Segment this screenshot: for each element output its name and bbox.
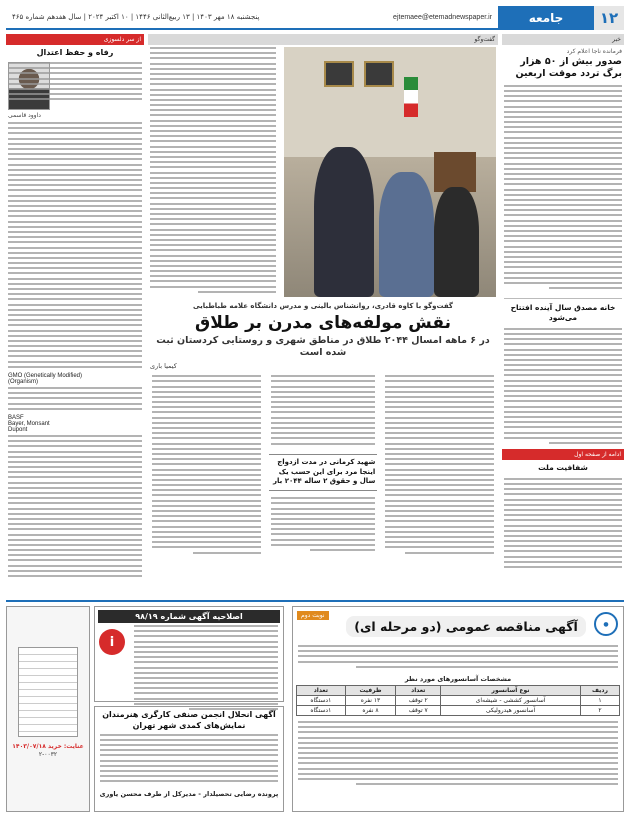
- opinion-body-2: [6, 385, 144, 415]
- issue-line: [6, 6, 498, 30]
- news-strip: [502, 34, 624, 45]
- pull-quote: شهید کرمانی در مدت ازدواج اینجا مرد برای این حسب یک سال و حقوق ۲ ساله ۲۰۴۴ بار: [269, 454, 378, 491]
- opinion-title: رفاه و حفظ اعتدال: [36, 48, 114, 57]
- feature-photo: [284, 47, 496, 297]
- dissolution-notice: [94, 706, 284, 812]
- tender-col-count: تعداد: [297, 685, 346, 695]
- tender-intro: [296, 643, 620, 673]
- tender-col-type: نوع آسانسور: [441, 685, 581, 695]
- page-header: [6, 6, 624, 30]
- feature-body-col-3: [150, 373, 263, 559]
- tender-table: [296, 685, 620, 716]
- author-photo: [8, 62, 50, 110]
- section-email[interactable]: ejtemaee@etemadnewspaper.ir: [393, 13, 492, 21]
- table-row: [297, 705, 620, 715]
- opinion-body-3: [6, 433, 144, 582]
- table-row: [297, 695, 620, 705]
- table-cell: ۲: [580, 705, 619, 715]
- table-cell: ۷ توقف: [396, 705, 441, 715]
- story1-kicker: فرمانده ناجا اعلام کرد: [566, 48, 622, 55]
- story1-headline: صدور بیش از ۵۰ هزار برگ تردد موقت اربعین: [515, 56, 622, 79]
- center-feature-column: [148, 34, 498, 594]
- info-icon: i: [99, 629, 125, 655]
- table-cell: ۱دستگاه: [297, 695, 346, 705]
- opinion-strip-label: از سر دلسوزی: [103, 36, 141, 43]
- feature-byline: کیمیا باری: [150, 362, 177, 371]
- interview-strip-label: گفت‌وگو: [474, 36, 495, 43]
- correction-title: اصلاحیه آگهی شماره ۹۸/۱۹: [98, 610, 280, 623]
- feature-headline-block: [150, 302, 496, 359]
- tender-col-stops: تعداد: [396, 685, 441, 695]
- story3-headline: شفافیت ملت: [538, 463, 588, 473]
- tender-round-tag: نوبت دوم: [297, 611, 329, 620]
- opinion-body-top: [6, 60, 144, 106]
- table-cell: آسانسور هیدرولیکی: [441, 705, 581, 715]
- page-number: ۱۲: [594, 6, 624, 30]
- interview-strip: [148, 34, 498, 45]
- tender-col-capacity: ظرفیت: [345, 685, 396, 695]
- latin-term-5: Dupont: [8, 426, 28, 433]
- left-opinion-column: [6, 34, 144, 594]
- story1-body: [502, 83, 624, 295]
- tender-details: [296, 719, 620, 790]
- intro-column: [148, 45, 278, 298]
- continued-strip-label: ادامه از صفحه اول: [574, 451, 621, 459]
- latin-term-1: GMO (Genetically Modified): [8, 373, 83, 379]
- correction-body: [132, 623, 280, 715]
- table-cell: ۸ نفره: [345, 705, 396, 715]
- notices-column: [94, 606, 284, 812]
- story2-headline: خانه مصدق سال آینده افتتاح می‌شود: [510, 303, 616, 322]
- tender-ad: [292, 606, 624, 812]
- story3-body: [502, 476, 624, 573]
- latin-term-3: BASF: [8, 414, 24, 421]
- opinion-body: [6, 120, 144, 373]
- organization-logo-icon: ●: [594, 612, 618, 636]
- feature-kicker: گفت‌وگو با کاوه قادری، روانشناس بالینی و مدرس دانشگاه علامه طباطبایی: [193, 302, 453, 310]
- small-ad-stamp: عنایت: خرید ۱۴۰۳/۰۷/۱۸: [12, 743, 84, 750]
- latin-term-2: (Organism): [8, 379, 39, 385]
- opinion-strip: [6, 34, 144, 45]
- latin-term-4: Bayer, Monsant: [8, 420, 50, 427]
- feature-subtitle: در ۶ ماهه امسال ۲۰۴۴ طلاق در مناطق شهری و روستایی کردستان ثبت شده است: [156, 335, 490, 359]
- table-cell: ۱دستگاه: [297, 705, 346, 715]
- correction-notice: [94, 606, 284, 702]
- table-cell: آسانسور کششی - شیشه‌ای: [441, 695, 581, 705]
- feature-body-col-1: [383, 373, 496, 559]
- dissolution-body: [98, 732, 280, 788]
- story2-body: [502, 326, 624, 449]
- feature-title: نقش مولفه‌های مدرن بر طلاق: [195, 313, 451, 333]
- dissolution-title: آگهی انحلال انجمن صنفی کارگری هنرمندان نمایش‌های کمدی شهر تهران: [102, 710, 276, 730]
- table-cell: ۱: [580, 695, 619, 705]
- small-ad: [6, 606, 90, 812]
- continued-strip: [502, 449, 624, 460]
- document-icon: [18, 647, 78, 737]
- tender-table-caption: مشخصات آسانسورهای مورد نظر: [404, 674, 512, 683]
- feature-body: [148, 373, 498, 559]
- news-strip-label: خبر: [612, 36, 621, 43]
- section-title: جامعه: [498, 6, 594, 30]
- tender-title: آگهی مناقصه عمومی (دو مرحله ای): [346, 616, 586, 637]
- table-cell: ۲ توقف: [396, 695, 441, 705]
- small-ad-code: ۲-۰۰۳۲: [38, 751, 58, 759]
- advertisement-band: [6, 600, 624, 814]
- divider: [504, 298, 622, 299]
- right-news-column: [502, 34, 624, 594]
- dissolution-signature: پرونده رضایی تحصیلدار - مدیرکل از طرف محسن یاوری: [99, 790, 279, 799]
- opinion-author: داوود قاسمی: [8, 112, 41, 119]
- tender-col-row: ردیف: [580, 685, 619, 695]
- feature-body-col-2: [269, 373, 378, 559]
- table-cell: ۱۳ نفره: [345, 695, 396, 705]
- issue-info: پنجشنبه ۱۸ مهر ۱۴۰۳ | ۱۳ ربیع‌الثانی ۱۴۴۶ | ۱۰ اکتبر ۲۰۲۴ | سال هفدهم شماره ۴۶۵: [12, 13, 260, 21]
